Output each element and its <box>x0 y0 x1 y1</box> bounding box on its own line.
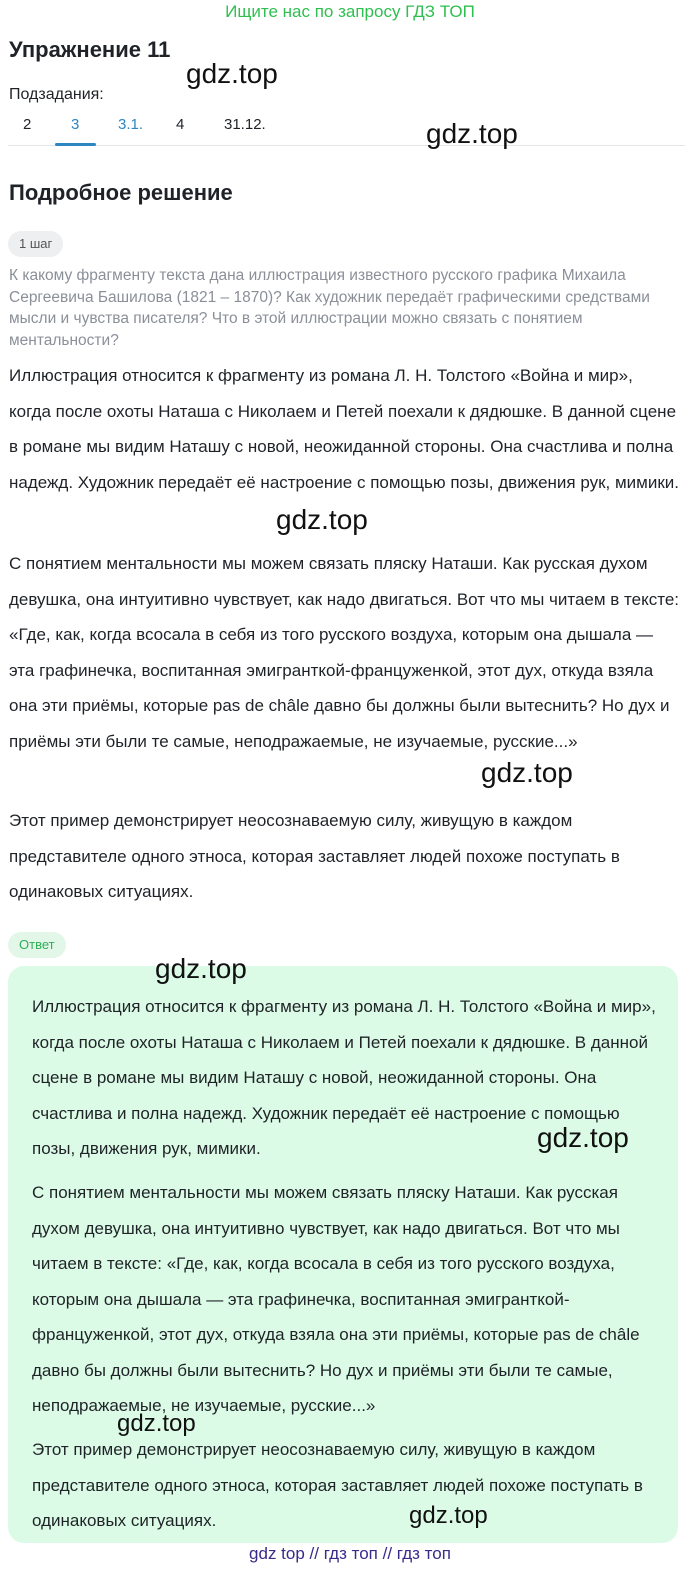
section-title: Подробное решение <box>9 180 233 205</box>
answer-paragraph: С понятием ментальности мы можем связать пляску Наташи. Как русская духом девушка, она интуитивно чувствует, как надо двигаться. Вот что мы читаем в тексте: «Где, как, когда всосала в себя из того русского воздуха, которым она дышала — эта графинечка, воспитанная эмигранткой-француженкой, этот дух, откуда взяла она эти приёмы, которые pas de châle давно бы должны были вытеснить? Но дух и приёмы эти были те самые, неподражаемые, не изучаемые, русские...» <box>32 1183 640 1415</box>
tab-3-1[interactable]: 3.1. <box>118 116 144 133</box>
watermark: gdz.top <box>481 757 573 788</box>
active-tab-indicator <box>55 143 96 146</box>
footer-link[interactable]: гдз топ <box>323 1544 378 1563</box>
bottom-links <box>0 1543 700 1565</box>
tab-3[interactable]: 3 <box>71 116 80 133</box>
answer-box <box>8 966 678 1543</box>
link-separator: // <box>382 1544 393 1563</box>
answer-paragraph: Иллюстрация относится к фрагменту из романа Л. Н. Толстого «Война и мир», когда после охоты Наташа с Николаем и Петей поехали к дядюшке. В данной сцене в романе мы видим Наташу с новой, неожиданной стороны. Она счастлива и полна надежд. Художник передаёт её настроение с помощью позы, движения рук, мимики. <box>32 997 656 1158</box>
search-banner: Ищите нас по запросу ГДЗ ТОП <box>225 2 475 21</box>
step-badge: 1 шаг <box>8 231 63 257</box>
watermark: gdz.top <box>186 58 278 89</box>
subtasks-label: Подзадания: <box>9 86 104 103</box>
solution-paragraph: Этот пример демонстрирует неосознаваемую силу, живущую в каждом представителе одного этноса, которая заставляет людей похоже поступать в одинаковых ситуациях. <box>9 811 620 901</box>
tab-2[interactable]: 2 <box>23 116 32 133</box>
subtask-tabs <box>8 110 685 146</box>
watermark: gdz.top <box>537 1122 629 1153</box>
footer-link[interactable]: гдз топ <box>396 1544 451 1563</box>
exercise-title: Упражнение 11 <box>9 37 171 62</box>
footer-link[interactable]: gdz top <box>249 1544 305 1563</box>
watermark: gdz.top <box>426 118 518 149</box>
watermark: gdz.top <box>117 1410 196 1437</box>
answer-paragraph: Этот пример демонстрирует неосознаваемую силу, живущую в каждом представителе одного этноса, которая заставляет людей похоже поступать в одинаковых ситуациях. <box>32 1440 643 1530</box>
tab-4[interactable]: 4 <box>176 116 185 133</box>
solution-paragraph: С понятием ментальности мы можем связать пляску Наташи. Как русская духом девушка, она интуитивно чувствует, как надо двигаться. Вот что мы читаем в тексте: «Где, как, когда всосала в себя из того русского воздуха, которым она дышала — эта графинечка, воспитанная эмигранткой-француженкой, этот дух, откуда взяла она эти приёмы, которые pas de châle давно бы должны были вытеснить? Но дух и приёмы эти были те самые, неподражаемые, не изучаемые, русские...» <box>9 554 680 751</box>
watermark: gdz.top <box>409 1502 488 1529</box>
solution-paragraph: Иллюстрация относится к фрагменту из романа Л. Н. Толстого «Война и мир», когда после охоты Наташа с Николаем и Петей поехали к дядюшке. В данной сцене в романе мы видим Наташу с новой, неожиданной стороны. Она счастлива и полна надежд. Художник передаёт её настроение с помощью позы, движения рук, мимики. <box>9 366 680 492</box>
watermark: gdz.top <box>276 504 368 535</box>
watermark: gdz.top <box>155 953 247 984</box>
question-text: К какому фрагменту текста дана иллюстрация известного русского графика Михаила Сергеевича Башилова (1821 – 1870)? Как художник передаёт графическими средствами мысли и чувства писателя? Что в этой иллюстрации можно связать с понятием ментальности? <box>9 267 650 349</box>
link-separator: // <box>309 1544 319 1563</box>
answer-badge: Ответ <box>8 932 66 958</box>
tab-31-12[interactable]: 31.12. <box>224 116 266 133</box>
